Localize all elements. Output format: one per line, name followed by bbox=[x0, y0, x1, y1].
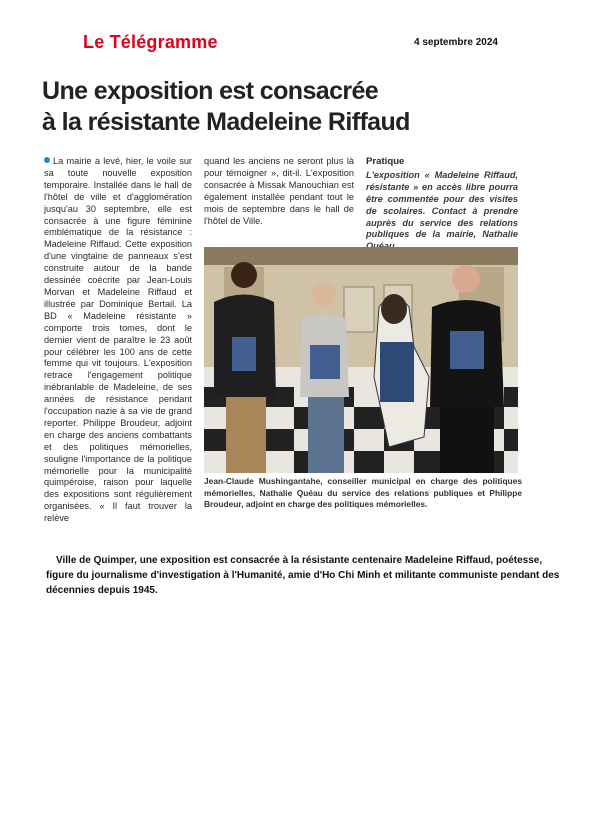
headline-line-2: à la résistante Madeleine Riffaud bbox=[42, 108, 410, 136]
pratique-title: Pratique bbox=[366, 156, 405, 167]
article-headline bbox=[42, 76, 542, 138]
headline-line-1: Une exposition est consacrée bbox=[42, 77, 379, 105]
article-column-2 bbox=[204, 156, 354, 227]
masthead: Le Télégramme bbox=[83, 32, 218, 52]
publication-date: 4 septembre 2024 bbox=[414, 37, 498, 48]
column-2-text: quand les anciens ne seront plus là pour témoigner », dit-il. L'exposition consacrée à Missak Manouchian est également installée pendant tout le mois de septembre dans le hall de l'hôtel de Ville. bbox=[204, 156, 354, 226]
pratique-box bbox=[366, 156, 518, 253]
exhibition-photo-illustration bbox=[204, 247, 518, 473]
column-1-text: La mairie a levé, hier, le voile sur sa toute nouvelle exposition temporaire. Installée dans le hall de l'hôtel de ville et d'agglomération jusqu'au 30 septembre, elle est consacrée à une figure féminine emblématique de la résistance : Madeleine Riffaud. Cette exposition d'une vingtaine de panneaux s'est construite autour de la bande dessinée coécrite par Jean-Louis Morvan et Madeleine Riffaud et illustrée par Dominique Bertail. La BD « Madeleine résistante » comporte trois tomes, dont le dernier vient de paraître le 23 août pour célébrer les 100 ans de cette femme qui vit toujours. L'exposition retrace l'engagement politique inébranlable de Madeleine, de ses années de résistance pendant l'occupation nazie à sa vie de grand reporter. Philippe Broudeur, adjoint en charge des anciens combattants et des politiques mémorielles, souligne l'importance de la politique mémorielle pour la municipalité quimpéroise, raison pour laquelle des expositions sont régulièrement organisées. « Il faut trouver la relève bbox=[44, 156, 192, 524]
pratique-text: L'exposition « Madeleine Riffaud, résistante » en accès libre pourra être commentée pour des visites de scolaires. Contact à prendre auprès du service des relations publiques de la mairie, Nathalie bbox=[366, 169, 518, 240]
article-column-1 bbox=[44, 156, 192, 525]
article-photo bbox=[204, 247, 518, 473]
photo-caption: Jean-Claude Mushingantahe, conseiller municipal en charge des politiques mémorielles, Nathalie Quéau du service des relations publiques et Philippe Broudeur, adjoint en charge des politiques mémorielles. bbox=[204, 476, 522, 509]
summary-block bbox=[46, 553, 566, 598]
summary-text: Ville de Quimper, une exposition est consacrée à la résistante centenaire Madeleine Riffaud, poétesse, figure du journalisme d'investigation à l'Humanité, amie d'Ho Chi Minh et militante communiste pendant des décennies depuis 1945. bbox=[46, 555, 560, 596]
paragraph-bullet-icon bbox=[44, 157, 50, 163]
